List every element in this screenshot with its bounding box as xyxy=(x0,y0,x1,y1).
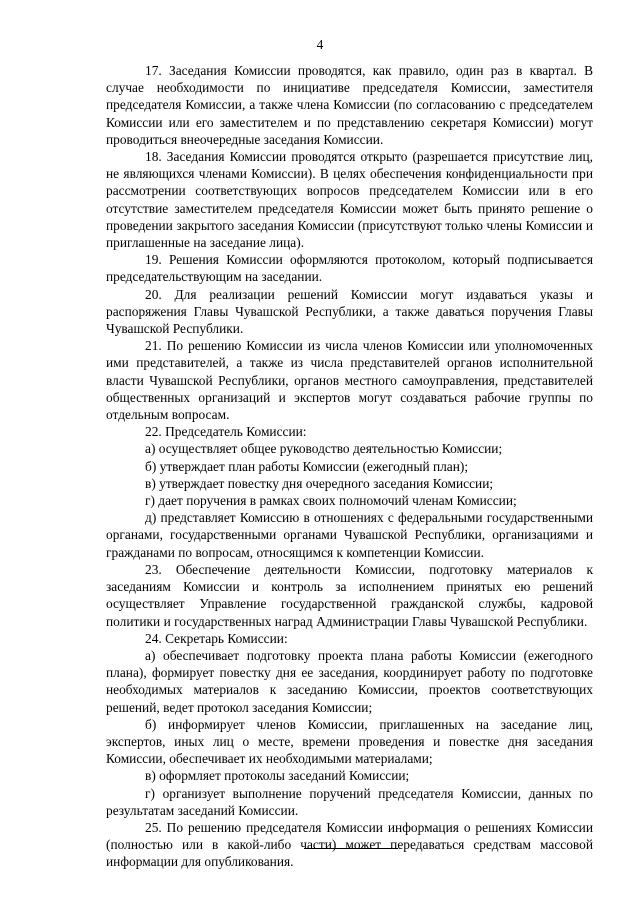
end-of-document-rule xyxy=(304,848,398,849)
paragraph-21: 21. По решению Комиссии из числа членов Комиссии или уполномоченных ими представителей, а также из числа представителей органов исполнительной власти Чувашской Республики, органов местного самоуправления, представителей общественных организаций и экспертов могут создаваться рабочие группы по отдельным вопросам. xyxy=(106,338,593,423)
paragraph-22-item-g: г) дает поручения в рамках своих полномочий членам Комиссии; xyxy=(145,493,517,509)
paragraph-17: 17. Заседания Комиссии проводятся, как правило, один раз в квартал. В случае необходимости по инициативе председателя Комиссии, заместителя председателя Комиссии, а также члена Комиссии (по согласованию с председателем Комиссии или его заместителем и по представлению секретаря Комиссии) могут проводиться внеочередные заседания Комиссии. xyxy=(106,63,593,147)
paragraph-24-item-a: а) обеспечивает подготовку проекта плана работы Комиссии (ежегодного плана), формирует повестку дня ее заседания, координирует работу по подготовке необходимых материалов к заседанию Комиссии, проектов соответствующих решений, ведет протокол заседания Комиссии; xyxy=(106,647,593,715)
paragraph-19: 19. Решения Комиссии оформляются протоколом, который подписывается председательствующим на заседании. xyxy=(106,252,593,285)
paragraph-24-heading: 24. Секретарь Комиссии: xyxy=(145,630,288,646)
paragraph-22-heading: 22. Председатель Комиссии: xyxy=(145,424,307,440)
paragraph-24-item-b: б) информирует членов Комиссии, приглашенных на заседание лиц, экспертов, иных лиц о месте, времени проведения и повестке дня заседания Комиссии, обеспечивает их необходимыми материалами; xyxy=(106,716,593,767)
paragraph-20: 20. Для реализации решений Комиссии могут издаваться указы и распоряжения Главы Чувашской Республики, а также даваться поручения Главы Чувашской Республики. xyxy=(106,286,593,337)
paragraph-25: 25. По решению председателя Комиссии информация о решениях Комиссии (полностью или в какой-либо части) может передаваться средствам массовой информации для опубликования. xyxy=(106,819,593,870)
paragraph-24-item-v: в) оформляет протоколы заседаний Комиссии; xyxy=(145,768,410,784)
paragraph-24-item-g: г) организует выполнение поручений председателя Комиссии, данных по результатам заседаний Комиссии. xyxy=(106,785,593,818)
page-number: 4 xyxy=(316,37,324,52)
document-body xyxy=(106,62,593,871)
paragraph-22-item-d: д) представляет Комиссию в отношениях с федеральными государственными органами, государственными органами Чувашской Республики, организациями и гражданами по вопросам, относящимся к компетенции Комиссии. xyxy=(106,510,593,560)
paragraph-22-item-a: а) осуществляет общее руководство деятельностью Комиссии; xyxy=(145,441,503,457)
paragraph-22-item-b: б) утверждает план работы Комиссии (ежегодный план); xyxy=(145,458,469,474)
paragraph-23: 23. Обеспечение деятельности Комиссии, подготовку материалов к заседаниям Комиссии и контроль за исполнением принятых ею решений осуществляет Управление государственной гражданской службы, кадровой политики и государственных наград Администрации Главы Чувашской Республики. xyxy=(106,561,593,629)
paragraph-18: 18. Заседания Комиссии проводятся открыто (разрешается присутствие лиц, не являющихся членами Комиссии). В целях обеспечения конфиденциальности при рассмотрении соответствующих вопросов председателем Комиссии или в его отсутствие заместителем председателя Комиссии может быть принято решение о проведении закрытого заседания Комиссии (присутствуют только члены Комиссии и приглашенные на заседание лица). xyxy=(106,149,593,251)
paragraph-22-item-v: в) утверждает повестку дня очередного заседания Комиссии; xyxy=(145,475,494,491)
